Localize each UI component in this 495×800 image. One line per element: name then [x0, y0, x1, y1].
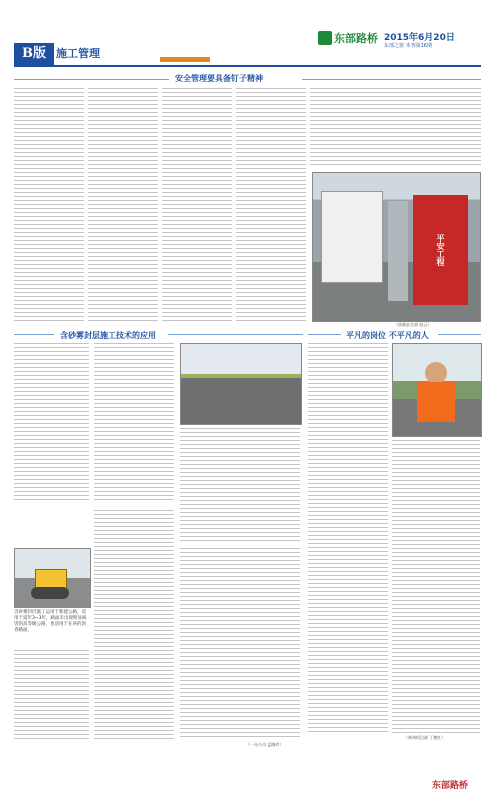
worker-safety-vest [417, 382, 455, 422]
masthead-accent-bar [160, 57, 210, 62]
title-rule-right [302, 79, 481, 80]
worker-article-signature: （黄州项目部 丁艳红） [404, 735, 446, 740]
title-rule-left [14, 79, 169, 80]
asphalt-road-photo [180, 343, 302, 425]
section-badge: B版 [14, 43, 54, 65]
asphalt-photo-caption: 含砂雾封层施工运用于新建公路，适用于道年3~3年，路面未出现明显病害的高等级公路，也适用于在养的沥青路面。 [14, 610, 87, 633]
company-logo-icon [318, 31, 332, 45]
asphalt-article-body-col4 [94, 510, 174, 740]
safety-article-signature: （质量安全部 赵云） [394, 322, 432, 327]
issue-sub: 东部之窗 本刊第16期 [384, 43, 432, 49]
roadside-grass [181, 374, 301, 378]
safety-site-photo [312, 172, 481, 322]
company-logo-name: 东部路桥 [334, 32, 378, 45]
safety-article-title: 安全管理要具备钉子精神 [175, 74, 263, 83]
masthead-rule [14, 65, 481, 67]
title-rule-worker-left [308, 334, 341, 335]
section-name: 施工管理 [56, 47, 100, 60]
title-rule-asphalt-left [14, 334, 54, 335]
asphalt-article-body-col5 [180, 548, 300, 738]
worker-article-body-col2 [392, 440, 480, 733]
asphalt-article-signature: （一分公司 孟晓玲） [246, 742, 284, 747]
issue-date: 2015年6月20日 [384, 33, 455, 43]
billboard-panel [321, 191, 383, 283]
safety-article-body-col3 [162, 88, 232, 323]
asphalt-article-title: 含砂雾封层施工技术的应用 [60, 331, 156, 340]
worker-head [425, 362, 447, 384]
safety-article-body-col1 [14, 88, 84, 323]
safety-article-body-col4 [236, 88, 306, 323]
asphalt-article-body-col2 [94, 343, 174, 503]
road-roller-photo [14, 548, 91, 608]
safety-sign-board: 平安工程 [413, 195, 468, 305]
safety-article-body-col5 [310, 88, 481, 166]
asphalt-article-body-col3 [180, 428, 300, 543]
title-rule-worker-right [438, 334, 481, 335]
footer-brand: 东部路桥 [432, 781, 469, 791]
asphalt-article-body-col6 [14, 650, 89, 740]
worker-photo [392, 343, 482, 437]
asphalt-article-body-col1 [14, 343, 89, 503]
roller-drum [31, 587, 69, 599]
title-rule-asphalt-right [168, 334, 303, 335]
building-pillar [388, 201, 408, 301]
worker-article-title: 平凡的岗位 不平凡的人 [346, 331, 429, 340]
worker-article-body-col1 [308, 343, 388, 733]
safety-article-body-col2 [88, 88, 158, 323]
